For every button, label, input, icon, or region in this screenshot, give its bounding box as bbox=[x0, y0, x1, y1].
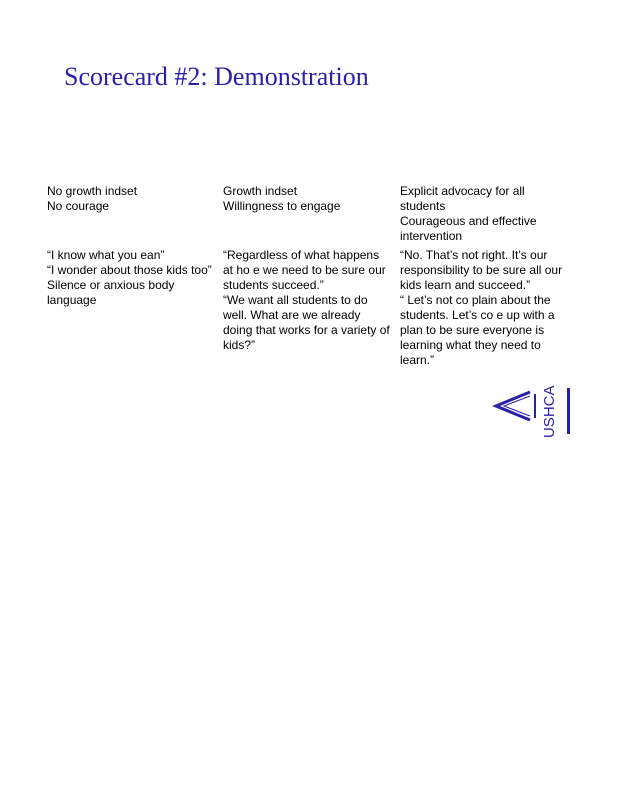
column-3-quotes bbox=[400, 248, 568, 368]
column-3-quote-2: “ Let’s not co plain about the students. Let’s co e up with a plan to be sure everyone is learning what they need to learn.” bbox=[400, 293, 555, 367]
ushca-logo-icon bbox=[490, 384, 582, 438]
column-3-header bbox=[400, 184, 568, 244]
column-2-header bbox=[223, 184, 391, 214]
column-1-quote-1: “I know what you ean” bbox=[47, 248, 165, 262]
column-1-quotes bbox=[47, 248, 215, 308]
column-3-header-line-2: Courageous and effective intervention bbox=[400, 214, 537, 243]
column-1-header-line-2: No courage bbox=[47, 199, 110, 213]
column-1-header bbox=[47, 184, 215, 214]
logo-chevron bbox=[496, 392, 530, 420]
column-2-header-line-1: Growth indset bbox=[223, 184, 298, 198]
logo-wordmark: USHCA bbox=[541, 385, 558, 438]
column-2-quote-1: “Regardless of what happens at ho e we need to be sure our students succeed.” bbox=[223, 248, 386, 292]
column-2-header-line-2: Willingness to engage bbox=[223, 199, 341, 213]
page-title: Scorecard #2: Demonstration bbox=[64, 62, 369, 91]
column-1-header-line-1: No growth indset bbox=[47, 184, 138, 198]
column-2-quotes bbox=[223, 248, 391, 353]
column-3-quote-1: “No. That’s not right. It’s our responsibility to be sure all our kids learn and succeed.” bbox=[400, 248, 563, 292]
column-3-header-line-1: Explicit advocacy for all students bbox=[400, 184, 525, 213]
column-1-quote-3: Silence or anxious body language bbox=[47, 278, 175, 307]
column-1-quote-2: “I wonder about those kids too” bbox=[47, 263, 212, 277]
column-2-quote-2: “We want all students to do well. What are we already doing that works for a variety of kids?” bbox=[223, 293, 390, 352]
